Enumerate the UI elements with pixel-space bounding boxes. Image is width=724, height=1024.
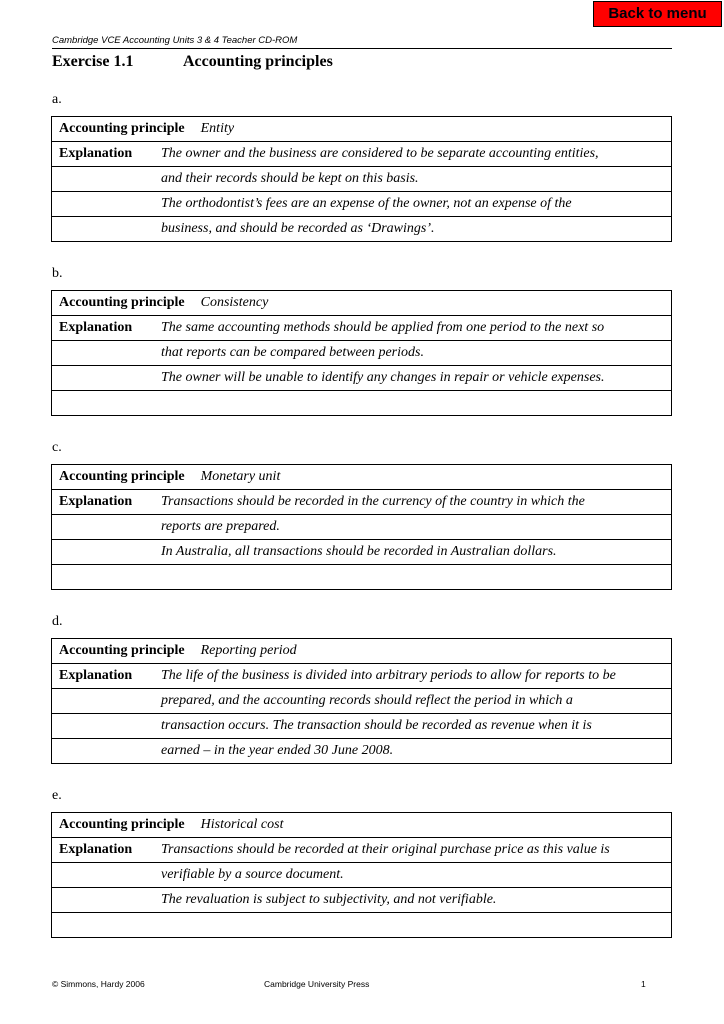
explanation-line [161,391,672,416]
principle-label: Accounting principle [59,295,185,310]
explanation-line: prepared, and the accounting records should reflect the period in which a [161,689,672,714]
principle-label: Accounting principle [59,469,185,484]
exercise-number: Exercise 1.1 [52,53,134,70]
principle-row [52,465,672,490]
explanation-line: earned – in the year ended 30 June 2008. [161,739,672,764]
explanation-line [161,565,672,590]
exercise-heading: Accounting principles [183,53,333,70]
explanation-line: The owner will be unable to identify any changes in repair or vehicle expenses. [161,366,672,391]
section-d-table [51,638,672,764]
principle-row [52,639,672,664]
explanation-line: The life of the business is divided into arbitrary periods to allow for reports to be [161,664,672,689]
section-e-table [51,812,672,938]
section-a-table [51,116,672,242]
section-e-label: e. [52,788,62,803]
explanation-label: Explanation [52,664,162,689]
explanation-line: verifiable by a source document. [161,863,672,888]
explanation-line: Transactions should be recorded in the currency of the country in which the [161,490,672,515]
principle-row [52,291,672,316]
section-b-label: b. [52,266,63,281]
explanation-line: and their records should be kept on this basis. [161,167,672,192]
explanation-label: Explanation [52,142,162,167]
explanation-line: reports are prepared. [161,515,672,540]
principle-value: Reporting period [200,643,297,658]
section-c-table [51,464,672,590]
explanation-line: that reports can be compared between periods. [161,341,672,366]
explanation-line: Transactions should be recorded at their original purchase price as this value is [161,838,672,863]
principle-value: Historical cost [200,817,284,832]
footer-publisher: Cambridge University Press [264,979,370,989]
explanation-label: Explanation [52,490,162,515]
principle-label: Accounting principle [59,817,185,832]
principle-value: Entity [200,121,235,136]
principle-row [52,813,672,838]
explanation-line: business, and should be recorded as ‘Drawings’. [161,217,672,242]
explanation-line: The revaluation is subject to subjectivity, and not verifiable. [161,888,672,913]
section-a-label: a. [52,92,62,107]
explanation-label: Explanation [52,316,162,341]
section-b-table [51,290,672,416]
principle-label: Accounting principle [59,643,185,658]
footer-page-number: 1 [641,979,646,989]
principle-row [52,117,672,142]
principle-value: Consistency [200,295,269,310]
explanation-label: Explanation [52,838,162,863]
explanation-line: The owner and the business are considered to be separate accounting entities, [161,142,672,167]
back-to-menu-button[interactable]: Back to menu [593,1,722,27]
explanation-line: transaction occurs. The transaction should be recorded as revenue when it is [161,714,672,739]
principle-value: Monetary unit [200,469,281,484]
footer-copyright: © Simmons, Hardy 2006 [52,979,145,989]
explanation-line: The same accounting methods should be applied from one period to the next so [161,316,672,341]
section-d-label: d. [52,614,63,629]
running-header: Cambridge VCE Accounting Units 3 & 4 Teacher CD-ROM [52,35,298,46]
principle-label: Accounting principle [59,121,185,136]
section-c-label: c. [52,440,62,455]
explanation-line: In Australia, all transactions should be recorded in Australian dollars. [161,540,672,565]
explanation-line [161,913,672,938]
explanation-line: The orthodontist’s fees are an expense of the owner, not an expense of the [161,192,672,217]
exercise-title [52,53,333,71]
header-rule [52,48,672,49]
